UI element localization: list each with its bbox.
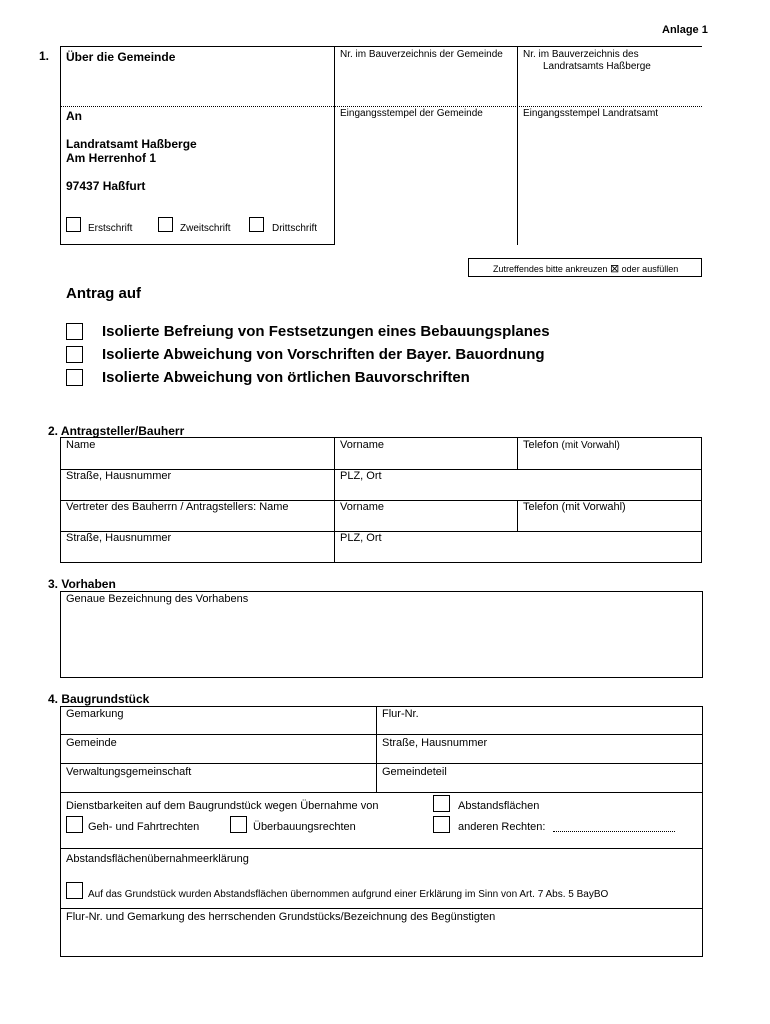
section4-row-5-border	[60, 908, 703, 909]
abstandsflaechen-label: Abstandsflächen	[458, 800, 540, 812]
gemeinde-label: Gemeinde	[66, 737, 117, 749]
befreiung-checkbox[interactable]	[66, 323, 83, 340]
ueberbauungsrechte-label: Überbauungsrechten	[253, 821, 356, 833]
telefon-suffix: (mit Vorwahl)	[561, 440, 620, 451]
erklaerung-title: Abstandsflächenübernahmeerklärung	[66, 853, 249, 865]
section1-dotted-divider	[60, 106, 702, 107]
address-line-3: 97437 Haßfurt	[66, 179, 146, 193]
erstschrift-label: Erstschrift	[88, 223, 133, 234]
vertreter-label: Vertreter des Bauherrn / Antragstellers: Name	[66, 501, 289, 513]
address-line-2: Am Herrenhof 1	[66, 151, 157, 165]
telefon-label-wrap	[523, 439, 620, 451]
abweichung-oertlich-checkbox[interactable]	[66, 369, 83, 386]
geh-fahrtrechte-label: Geh- und Fahrtrechten	[88, 821, 200, 833]
section4-row-2-border	[60, 763, 703, 764]
nr-bauverzeichnis-gemeinde: Nr. im Bauverzeichnis der Gemeinde	[340, 49, 503, 60]
andere-rechte-label: anderen Rechten:	[458, 821, 546, 833]
drittschrift-checkbox[interactable]	[249, 217, 264, 232]
vorhaben-label: Genaue Bezeichnung des Vorhabens	[66, 593, 249, 605]
flurnr-label: Flur-Nr.	[382, 708, 419, 720]
geh-fahrtrechte-checkbox[interactable]	[66, 816, 83, 833]
telefon-label: Telefon	[523, 439, 559, 451]
name-label: Name	[66, 439, 96, 451]
plz2-label: PLZ, Ort	[340, 532, 382, 544]
option-abweichung-bauordnung: Isolierte Abweichung von Vorschriften der Bayer. Bauordnung	[102, 346, 545, 363]
section2-title: 2. Antragsteller/Bauherr	[48, 424, 185, 438]
hint-box	[468, 258, 702, 277]
abstandsflaechen-checkbox[interactable]	[433, 795, 450, 812]
section1-top-border	[60, 46, 702, 47]
drittschrift-label: Drittschrift	[272, 223, 317, 234]
section4-row-4-border	[60, 848, 703, 849]
zweitschrift-checkbox[interactable]	[158, 217, 173, 232]
vorname2-label: Vorname	[340, 501, 385, 513]
strasse-label: Straße, Hausnummer	[66, 470, 172, 482]
section2-tel-divider-1	[517, 437, 518, 469]
ueberbauungsrechte-checkbox[interactable]	[230, 816, 247, 833]
strasse2-label: Straße, Hausnummer	[66, 532, 172, 544]
gemeindeteil-label: Gemeindeteil	[382, 766, 447, 778]
antrag-title: Antrag auf	[66, 285, 141, 302]
erklaerung-text: Auf das Grundstück wurden Abstandsflächen übernommen aufgrund einer Erklärung im Sinn von Art. 7 Abs. 5 BayBO	[88, 889, 609, 900]
section1-divider-2	[517, 46, 518, 245]
section4-col-divider	[376, 706, 377, 792]
erklaerung-checkbox[interactable]	[66, 882, 83, 899]
strasse-grundstueck-label: Straße, Hausnummer	[382, 737, 488, 749]
hint-checkmark-icon: ⊠	[609, 263, 620, 275]
flur-herrschend-label: Flur-Nr. und Gemarkung des herrschenden Grundstücks/Bezeichnung des Begünstigten	[66, 911, 496, 923]
abweichung-bauordnung-checkbox[interactable]	[66, 346, 83, 363]
eingangsstempel-landratsamt: Eingangsstempel Landratsamt	[523, 108, 659, 119]
andere-rechte-checkbox[interactable]	[433, 816, 450, 833]
address-line-1: Landratsamt Haßberge	[66, 137, 197, 151]
section1-number: 1.	[39, 49, 50, 63]
section1-title: Über die Gemeinde	[66, 50, 176, 64]
plz-label: PLZ, Ort	[340, 470, 382, 482]
section4-row-3-border	[60, 792, 703, 793]
erstschrift-checkbox[interactable]	[66, 217, 81, 232]
section3-title: 3. Vorhaben	[48, 577, 116, 591]
zweitschrift-label: Zweitschrift	[180, 223, 231, 234]
section2-col-divider	[334, 437, 335, 563]
hint-text-after: oder ausfüllen	[621, 264, 679, 274]
dienstbarkeiten-label: Dienstbarkeiten auf dem Baugrundstück wegen Übernahme von	[66, 800, 379, 812]
telefon2-label: Telefon (mit Vorwahl)	[523, 501, 626, 513]
section1-divider-1	[334, 46, 335, 245]
section4-row-1-border	[60, 734, 703, 735]
section4-title: 4. Baugrundstück	[48, 692, 150, 706]
nr-bauverzeichnis-landrat-1: Nr. im Bauverzeichnis des	[523, 49, 639, 60]
vg-label: Verwaltungsgemeinschaft	[66, 766, 192, 778]
gemarkung-label: Gemarkung	[66, 708, 124, 720]
option-abweichung-oertlich: Isolierte Abweichung von örtlichen Bauvorschriften	[102, 369, 470, 386]
eingangsstempel-gemeinde: Eingangsstempel der Gemeinde	[340, 108, 483, 119]
section1-bottom-border	[60, 244, 335, 245]
andere-rechte-fill-line[interactable]	[553, 831, 675, 832]
anlage-label: Anlage 1	[662, 24, 708, 36]
vorname-label: Vorname	[340, 439, 385, 451]
an-label: An	[66, 109, 82, 123]
section2-tel-divider-2	[517, 500, 518, 531]
hint-text-before: Zutreffendes bitte ankreuzen	[493, 264, 608, 274]
option-befreiung: Isolierte Befreiung von Festsetzungen eines Bebauungsplanes	[102, 323, 550, 340]
nr-bauverzeichnis-landrat-2: Landratsamts Haßberge	[543, 61, 651, 72]
